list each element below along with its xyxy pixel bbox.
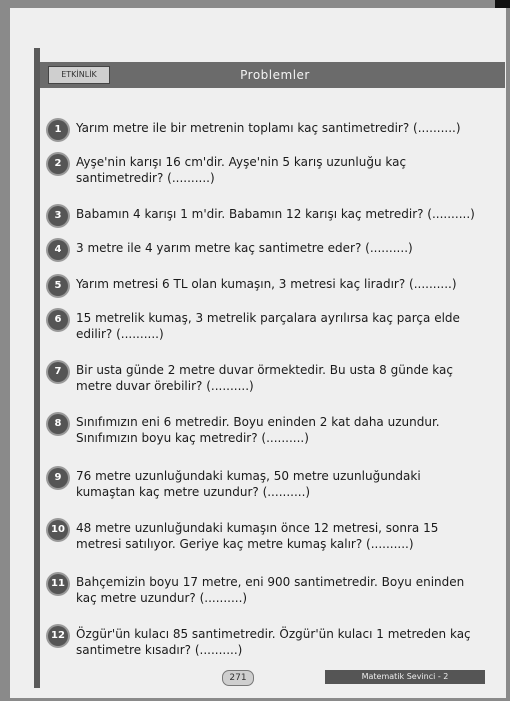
problem-text: 3 metre ile 4 yarım metre kaç santimetre eder? (..........) — [76, 241, 413, 255]
activity-tag: ETKİNLİK — [48, 66, 110, 84]
book-title: Matematik Sevinci - 2 — [325, 670, 485, 684]
problem-number-badge: 10 — [48, 520, 68, 540]
problem-text: Özgür'ün kulacı 85 santimetredir. Özgür'ün kulacı 1 metreden kaç santimetre kısadır? (..........) — [76, 627, 471, 657]
problem-text: Yarım metresi 6 TL olan kumaşın, 3 metresi kaç liradır? (..........) — [76, 277, 457, 291]
problem-text: 48 metre uzunluğundaki kumaşın önce 12 metresi, sonra 15 metresi satılıyor. Geriye kaç metre kumaş kalır? (..........) — [76, 521, 439, 551]
corner-mark — [495, 0, 510, 8]
problem-number-badge: 3 — [48, 206, 68, 226]
page-title: Problemler — [240, 68, 310, 82]
problem-text: 76 metre uzunluğundaki kumaş, 50 metre uzunluğundaki kumaştan kaç metre uzundur? (..........) — [76, 469, 421, 499]
problem-text: 15 metrelik kumaş, 3 metrelik parçalara ayrılırsa kaç parça elde edilir? (..........) — [76, 311, 460, 341]
problem-number-badge: 4 — [48, 240, 68, 260]
problem-number-badge: 1 — [48, 120, 68, 140]
problem-number-badge: 8 — [48, 414, 68, 434]
problem-number-badge: 7 — [48, 362, 68, 382]
problem-text: Babamın 4 karışı 1 m'dir. Babamın 12 karışı kaç metredir? (..........) — [76, 207, 475, 221]
problem-number-badge: 11 — [48, 574, 68, 594]
problem-number-badge: 12 — [48, 626, 68, 646]
problem-number-badge: 6 — [48, 310, 68, 330]
problem-number-badge: 5 — [48, 276, 68, 296]
problem-number-badge: 2 — [48, 154, 68, 174]
page-number: 271 — [222, 670, 254, 686]
page-spine — [34, 48, 40, 688]
problem-text: Yarım metre ile bir metrenin toplamı kaç santimetredir? (..........) — [76, 121, 461, 135]
problem-number-badge: 9 — [48, 468, 68, 488]
problem-text: Sınıfımızın eni 6 metredir. Boyu eninden 2 kat daha uzundur. Sınıfımızın boyu kaç metredir? (..........) — [76, 415, 440, 445]
problem-text: Ayşe'nin karışı 16 cm'dir. Ayşe'nin 5 karış uzunluğu kaç santimetredir? (..........) — [76, 155, 407, 185]
problem-text: Bir usta günde 2 metre duvar örmektedir. Bu usta 8 günde kaç metre duvar örebilir? (..........) — [76, 363, 453, 393]
problem-text: Bahçemizin boyu 17 metre, eni 900 santimetredir. Boyu eninden kaç metre uzundur? (..........) — [76, 575, 465, 605]
